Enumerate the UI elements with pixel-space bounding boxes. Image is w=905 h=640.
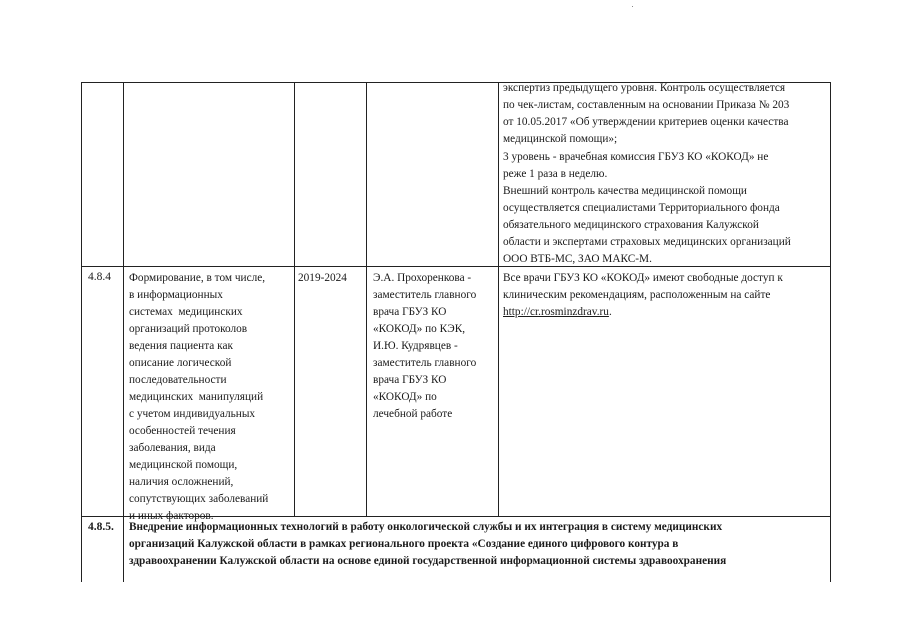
text-line: 3 уровень - врачебная комиссия ГБУЗ КО «КОКОД» не: [503, 151, 769, 163]
text-line: Э.А. Прохоренкова -: [373, 272, 472, 284]
text-line: клиническим рекомендациям, расположенным на сайте: [503, 289, 771, 301]
text-line: по чек-листам, составленным на основании Приказа № 203: [503, 99, 790, 111]
col-divider-4: [498, 82, 499, 516]
text-line: «КОКОД» по: [373, 391, 437, 403]
text-line: от 10.05.2017 «Об утверждении критериев оценки качества: [503, 116, 789, 128]
text-line: системах медицинских: [129, 306, 243, 318]
text-line: заместитель главного: [373, 289, 477, 301]
text-line: здравоохранении Калужской области на основе единой государственной информационной системы здравоохранения: [129, 555, 727, 567]
row-divider-4-8-4: [81, 266, 831, 267]
col-divider-2: [294, 82, 295, 516]
row-number-4-8-4: 4.8.4: [88, 271, 111, 283]
text-line: осуществляется специалистами Территориального фонда: [503, 202, 780, 214]
row-4-8-4-period: 2019-2024: [298, 272, 347, 284]
text-line: врача ГБУЗ КО: [373, 374, 447, 386]
text-line: экспертиз предыдущего уровня. Контроль осуществляется: [503, 82, 786, 94]
text-line: описание логической: [129, 357, 232, 369]
text-line: наличия осложнений,: [129, 476, 234, 488]
result-link-line: [503, 304, 612, 321]
table-right-border: [830, 82, 831, 582]
text-line: организаций Калужской области в рамках регионального проекта «Создание единого цифрового контура в: [129, 538, 679, 550]
text-line: Формирование, в том числе,: [129, 272, 266, 284]
text-line: области и экспертами страховых медицинских организаций: [503, 236, 791, 248]
text-line: медицинской помощи,: [129, 459, 238, 471]
table-left-border: [81, 82, 82, 582]
scan-speck: [632, 6, 633, 7]
rosminzdrav-link[interactable]: http://cr.rosminzdrav.ru: [503, 306, 609, 318]
text-line: организаций протоколов: [129, 323, 248, 335]
text-line: Все врачи ГБУЗ КО «КОКОД» имеют свободные доступ к: [503, 272, 783, 284]
row-number-4-8-5: 4.8.5.: [88, 521, 114, 533]
text-line: последовательности: [129, 374, 227, 386]
link-suffix: .: [608, 306, 612, 318]
text-line: Внедрение информационных технологий в работу онкологической службы и их интеграция в систему медицинских: [129, 521, 723, 533]
text-line: заместитель главного: [373, 357, 477, 369]
text-line: в информационных: [129, 289, 223, 301]
text-line: заболевания, вида: [129, 442, 216, 454]
text-line: сопутствующих заболеваний: [129, 493, 269, 505]
text-line: «КОКОД» по КЭК,: [373, 323, 466, 335]
text-line: Внешний контроль качества медицинской помощи: [503, 185, 747, 197]
text-line: с учетом индивидуальных: [129, 408, 256, 420]
text-line: и иных факторов.: [129, 510, 214, 522]
text-line: И.Ю. Кудрявцев -: [373, 340, 458, 352]
text-line: медицинской помощи»;: [503, 133, 618, 145]
col-divider-3: [366, 82, 367, 516]
col-divider-1: [123, 82, 124, 582]
text-line: обязательного медицинского страхования Калужской: [503, 219, 759, 231]
text-line: ООО ВТБ-МС, ЗАО МАКС-М.: [503, 253, 652, 265]
text-line: ведения пациента как: [129, 340, 233, 352]
text-line: особенностей течения: [129, 425, 236, 437]
text-line: медицинских манипуляций: [129, 391, 264, 403]
text-line: врача ГБУЗ КО: [373, 306, 447, 318]
text-line: лечебной работе: [373, 408, 453, 420]
text-line: реже 1 раза в неделю.: [503, 168, 608, 180]
